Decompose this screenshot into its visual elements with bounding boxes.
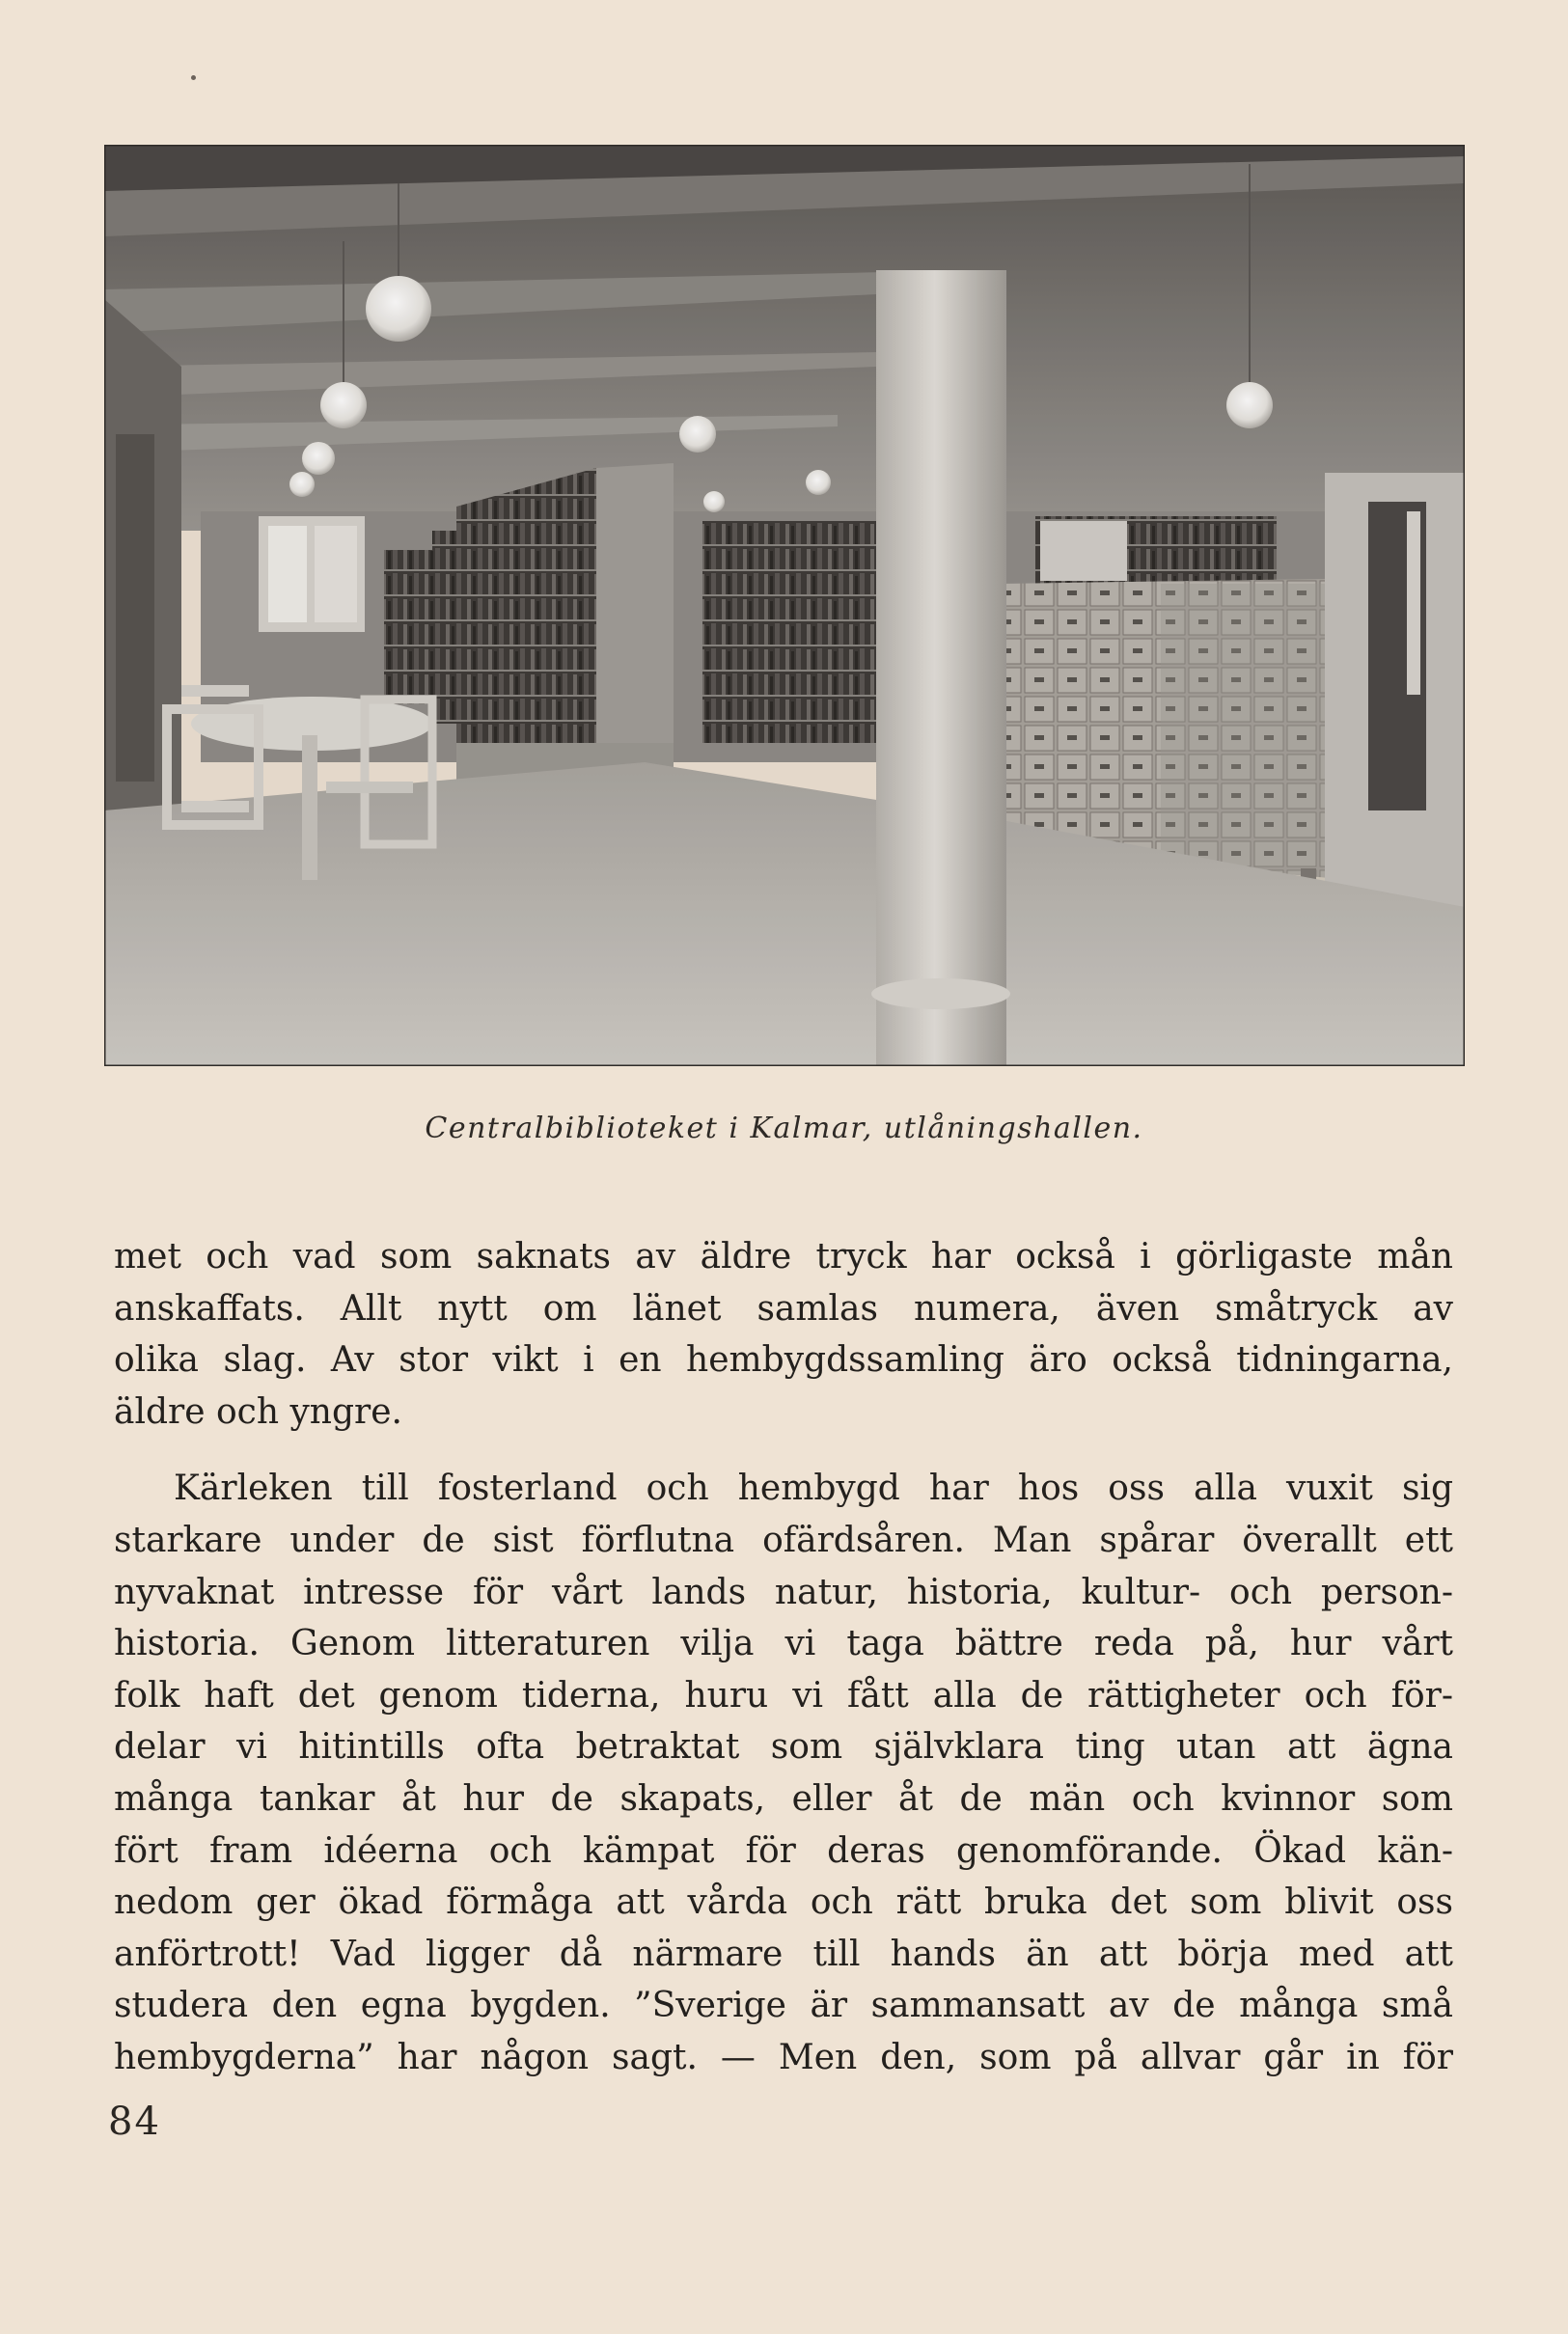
text-line: historia. Genom litteraturen vilja vi taga bättre reda på, hur vårt xyxy=(114,1624,1453,1664)
text-line: delar vi hitintills ofta betraktat som självklara ting utan att ägna xyxy=(114,1727,1453,1768)
text-line: Kärleken till fosterland och hembygd har hos oss alla vuxit sig xyxy=(174,1469,1453,1509)
photo-caption: Centralbiblioteket i Kalmar, utlåningshallen. xyxy=(425,1112,1143,1145)
text-line: äldre och yngre. xyxy=(114,1391,402,1432)
text-line: nedom ger ökad förmåga att vårda och rätt bruka det som blivit oss xyxy=(114,1882,1453,1923)
text-line: folk haft det genom tiderna, huru vi fått alla de rättigheter och för- xyxy=(114,1675,1453,1716)
text-line: fört fram idéerna och kämpat för deras genomförande. Ökad kän- xyxy=(114,1830,1453,1871)
body-text xyxy=(114,1231,1453,2084)
text-line: anförtrott! Vad ligger då närmare till hands än att börja med att xyxy=(114,1934,1453,1974)
text-line: anskaffats. Allt nytt om länet samlas numera, även småtryck av xyxy=(114,1288,1453,1329)
text-line: hembygderna” har någon sagt. — Men den, som på allvar går in för xyxy=(114,2037,1453,2077)
text-line: studera den egna bygden. ”Sverige är sammansatt av de många små xyxy=(114,1986,1453,2026)
text-line: nyvaknat intresse för vårt lands natur, historia, kultur- och person- xyxy=(114,1572,1453,1612)
page-speck xyxy=(191,75,196,80)
text-line: många tankar åt hur de skapats, eller åt de män och kvinnor som xyxy=(114,1778,1453,1819)
page-number: 84 xyxy=(108,2100,161,2144)
text-line: met och vad som saknats av äldre tryck har också i görligaste mån xyxy=(114,1237,1453,1277)
library-photograph xyxy=(104,145,1465,1066)
text-line: starkare under de sist förflutna ofärdsåren. Man spårar överallt ett xyxy=(114,1520,1453,1560)
text-line: olika slag. Av stor vikt i en hembygdssamling äro också tidningarna, xyxy=(114,1340,1453,1381)
